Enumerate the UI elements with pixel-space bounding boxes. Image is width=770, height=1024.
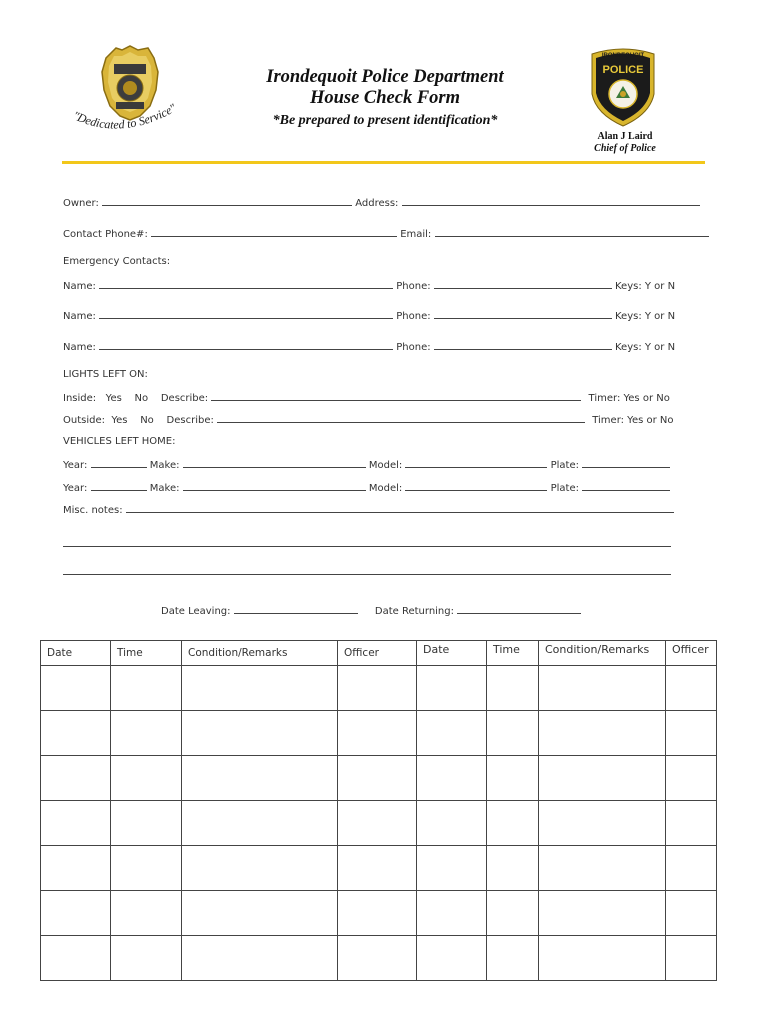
table-cell[interactable] <box>539 936 666 981</box>
table-cell[interactable] <box>41 846 111 891</box>
patch-top-text: IRONDEQUOIT <box>601 53 645 59</box>
department-badge-logo <box>64 44 190 144</box>
make-label: Make: <box>149 460 180 471</box>
misc-notes-row <box>63 503 674 517</box>
table-cell[interactable] <box>539 756 666 801</box>
table-cell[interactable] <box>539 801 666 846</box>
table-cell[interactable] <box>182 711 338 756</box>
table-cell[interactable] <box>487 801 539 846</box>
table-row <box>41 711 717 756</box>
table-cell[interactable] <box>487 846 539 891</box>
year-field[interactable] <box>91 481 147 491</box>
owner-row <box>63 196 700 210</box>
table-cell[interactable] <box>487 936 539 981</box>
table-cell[interactable] <box>487 711 539 756</box>
table-cell[interactable] <box>182 846 338 891</box>
date-leaving-field[interactable] <box>234 604 358 614</box>
table-cell[interactable] <box>417 936 487 981</box>
column-header-condition-remarks: Condition/Remarks <box>539 641 666 666</box>
contact-name-label: Name: <box>63 281 96 292</box>
date-returning-field[interactable] <box>457 604 581 614</box>
table-cell[interactable] <box>111 756 182 801</box>
table-cell[interactable] <box>182 666 338 711</box>
department-name: Irondequoit Police Department <box>266 67 504 87</box>
plate-label: Plate: <box>550 460 580 471</box>
table-cell[interactable] <box>338 846 417 891</box>
chief-title: Chief of Police <box>594 143 656 154</box>
year-label: Year: <box>63 460 88 471</box>
column-header-time: Time <box>487 641 539 666</box>
plate-field[interactable] <box>582 481 670 491</box>
column-header-officer: Officer <box>666 641 717 666</box>
keys-choice[interactable]: Keys: Y or N <box>614 281 676 292</box>
table-row <box>41 756 717 801</box>
identification-notice: *Be prepared to present identification* <box>272 113 498 128</box>
motto-text: "Dedicated to Service" <box>70 100 179 132</box>
vehicle-row <box>63 481 670 495</box>
outside-label: Outside: Yes No Describe: <box>63 415 214 426</box>
year-field[interactable] <box>91 458 147 468</box>
table-cell[interactable] <box>666 891 717 936</box>
contact-phone-field[interactable] <box>434 279 612 289</box>
table-cell[interactable] <box>111 711 182 756</box>
outside-timer-choice[interactable]: Timer: Yes or No <box>592 415 674 426</box>
table-cell[interactable] <box>338 666 417 711</box>
table-cell[interactable] <box>417 801 487 846</box>
table-cell[interactable] <box>111 666 182 711</box>
table-row <box>41 846 717 891</box>
keys-choice[interactable]: Keys: Y or N <box>614 342 676 353</box>
contact-phone-label: Phone: <box>396 281 431 292</box>
table-row <box>41 936 717 981</box>
column-header-condition-remarks: Condition/Remarks <box>182 641 338 666</box>
model-field[interactable] <box>405 481 547 491</box>
misc-notes-line[interactable] <box>63 574 671 575</box>
column-header-date: Date <box>417 641 487 666</box>
table-row <box>41 891 717 936</box>
column-header-date: Date <box>41 641 111 666</box>
emergency-contacts-heading: Emergency Contacts: <box>63 256 171 267</box>
inside-label: Inside: Yes No Describe: <box>63 393 209 404</box>
table-cell[interactable] <box>338 801 417 846</box>
column-header-time: Time <box>111 641 182 666</box>
emergency-contact-row <box>63 279 675 293</box>
header-rule <box>62 161 705 164</box>
misc-notes-label: Misc. notes: <box>63 505 123 516</box>
misc-notes-line[interactable] <box>63 546 671 547</box>
keys-choice[interactable]: Keys: Y or N <box>614 311 676 322</box>
table-cell[interactable] <box>666 846 717 891</box>
address-field[interactable] <box>402 196 700 206</box>
year-label: Year: <box>63 483 88 494</box>
emergency-contact-row <box>63 309 675 323</box>
table-cell[interactable] <box>182 936 338 981</box>
table-cell[interactable] <box>338 891 417 936</box>
table-cell[interactable] <box>666 666 717 711</box>
vehicle-row <box>63 458 670 472</box>
table-cell[interactable] <box>417 846 487 891</box>
table-cell[interactable] <box>666 711 717 756</box>
lights-heading: LIGHTS LEFT ON: <box>63 369 148 380</box>
table-cell[interactable] <box>41 711 111 756</box>
contact-phone-label: Contact Phone#: <box>63 229 148 240</box>
model-label: Model: <box>368 483 403 494</box>
table-cell[interactable] <box>487 756 539 801</box>
table-cell[interactable] <box>41 801 111 846</box>
contact-name-field[interactable] <box>99 279 393 289</box>
contact-name-label: Name: <box>63 342 96 353</box>
address-label: Address: <box>355 198 399 209</box>
table-cell[interactable] <box>338 936 417 981</box>
table-cell[interactable] <box>666 801 717 846</box>
lights-inside-row <box>63 391 670 405</box>
make-label: Make: <box>149 483 180 494</box>
table-cell[interactable] <box>417 891 487 936</box>
inside-timer-choice[interactable]: Timer: Yes or No <box>588 393 670 404</box>
table-cell[interactable] <box>111 846 182 891</box>
emergency-contact-row <box>63 340 675 354</box>
table-cell[interactable] <box>417 711 487 756</box>
lights-outside-row <box>63 413 674 427</box>
form-title-block <box>200 67 570 132</box>
house-check-log-table <box>40 640 717 981</box>
table-cell[interactable] <box>539 846 666 891</box>
table-cell[interactable] <box>111 801 182 846</box>
form-title: House Check Form <box>309 88 461 108</box>
plate-field[interactable] <box>582 458 670 468</box>
outside-describe-field[interactable] <box>217 413 585 423</box>
table-cell[interactable] <box>539 891 666 936</box>
table-cell[interactable] <box>111 936 182 981</box>
table-cell[interactable] <box>666 936 717 981</box>
table-cell[interactable] <box>338 756 417 801</box>
make-field[interactable] <box>183 458 366 468</box>
table-cell[interactable] <box>539 711 666 756</box>
inside-describe-field[interactable] <box>211 391 581 401</box>
table-cell[interactable] <box>182 801 338 846</box>
table-cell[interactable] <box>338 711 417 756</box>
model-field[interactable] <box>405 458 547 468</box>
contact-name-field[interactable] <box>99 309 393 319</box>
chief-signature-block <box>575 131 675 155</box>
table-cell[interactable] <box>487 666 539 711</box>
misc-notes-field[interactable] <box>126 503 674 513</box>
table-cell[interactable] <box>666 756 717 801</box>
make-field[interactable] <box>183 481 366 491</box>
table-cell[interactable] <box>539 666 666 711</box>
table-cell[interactable] <box>41 666 111 711</box>
dates-row <box>161 604 581 618</box>
date-returning-label: Date Returning: <box>374 606 454 617</box>
contact-phone-label: Phone: <box>396 311 431 322</box>
table-cell[interactable] <box>487 891 539 936</box>
table-cell[interactable] <box>417 666 487 711</box>
model-label: Model: <box>368 460 403 471</box>
column-header-officer: Officer <box>338 641 417 666</box>
contact-phone-field[interactable] <box>434 309 612 319</box>
table-row <box>41 801 717 846</box>
owner-field[interactable] <box>102 196 352 206</box>
table-cell[interactable] <box>41 891 111 936</box>
table-cell[interactable] <box>41 756 111 801</box>
table-cell[interactable] <box>417 756 487 801</box>
table-cell[interactable] <box>41 936 111 981</box>
contact-phone-field[interactable] <box>151 227 397 237</box>
email-field[interactable] <box>435 227 709 237</box>
contact-name-label: Name: <box>63 311 96 322</box>
contact-row <box>63 227 709 241</box>
chief-name: Alan J Laird <box>597 131 653 142</box>
table-row <box>41 666 717 711</box>
table-cell[interactable] <box>182 891 338 936</box>
police-patch-logo <box>588 46 658 128</box>
contact-name-field[interactable] <box>99 340 393 350</box>
table-cell[interactable] <box>111 891 182 936</box>
patch-word-text: POLICE <box>602 64 644 76</box>
table-cell[interactable] <box>182 756 338 801</box>
contact-phone-field[interactable] <box>434 340 612 350</box>
date-leaving-label: Date Leaving: <box>161 606 231 617</box>
contact-phone-label: Phone: <box>396 342 431 353</box>
email-label: Email: <box>400 229 432 240</box>
owner-label: Owner: <box>63 198 99 209</box>
table-header-row <box>41 641 717 666</box>
plate-label: Plate: <box>550 483 580 494</box>
vehicles-heading: VEHICLES LEFT HOME: <box>63 436 176 447</box>
